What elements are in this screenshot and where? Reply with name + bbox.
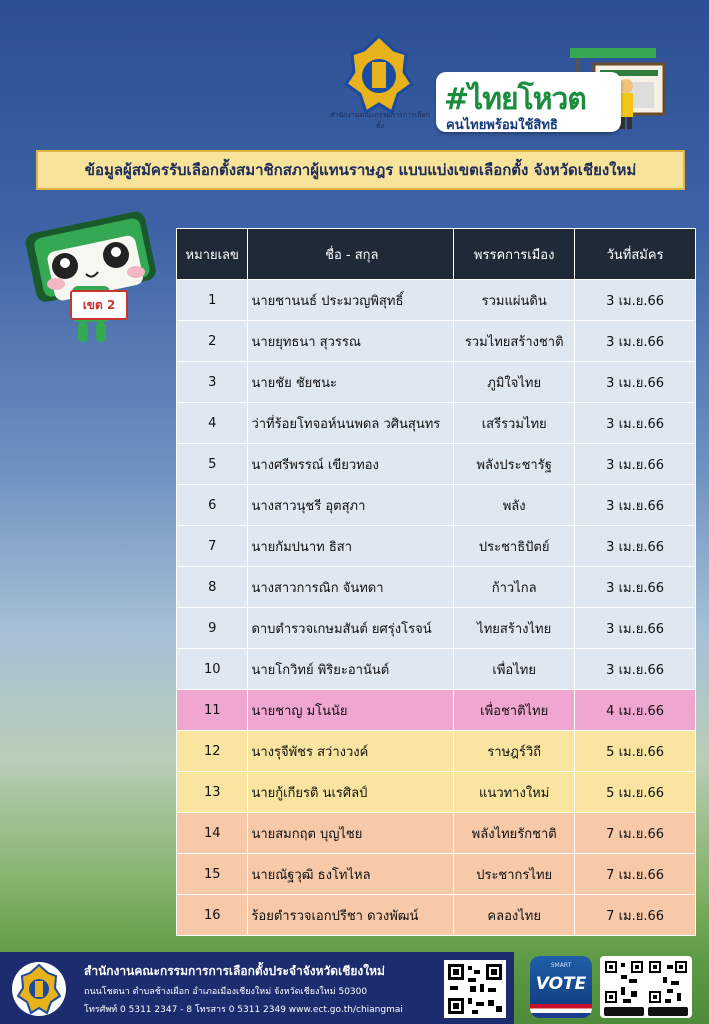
candidate-name: ดาบตำรวจเกษมสันต์ ยศรุ่งโรจน์ (248, 608, 454, 649)
title-bar (36, 150, 685, 190)
table-row (177, 280, 696, 321)
candidate-number: 1 (177, 280, 248, 321)
table-row (177, 772, 696, 813)
candidate-date: 3 เม.ย.66 (575, 444, 696, 485)
table-row (177, 608, 696, 649)
candidate-date: 3 เม.ย.66 (575, 321, 696, 362)
candidate-name: ว่าที่ร้อยโทจอห์นนพดล วศินสุนทร (248, 403, 454, 444)
footer (0, 952, 514, 1024)
candidate-date: 3 เม.ย.66 (575, 608, 696, 649)
candidate-number: 7 (177, 526, 248, 567)
candidate-party: ราษฎร์วิถี (454, 731, 575, 772)
candidate-date: 7 เม.ย.66 (575, 813, 696, 854)
table-row (177, 649, 696, 690)
footer-contact: โทรศัพท์ 0 5311 2347 - 8 โทรสาร 0 5311 2349 www.ect.go.th/chiangmai (84, 1005, 403, 1015)
candidate-date: 3 เม.ย.66 (575, 567, 696, 608)
candidate-name: นายสมกฤต บุญไชย (248, 813, 454, 854)
google-play-badge-icon (648, 1007, 688, 1016)
google-play-qr-icon (647, 959, 689, 1005)
ect-emblem-icon (334, 32, 424, 122)
smart-vote-label: SMART (550, 962, 572, 969)
ballot-box-mascot-icon (20, 208, 165, 348)
table-row (177, 485, 696, 526)
candidate-date: 5 เม.ย.66 (575, 731, 696, 772)
table-row (177, 362, 696, 403)
footer-address: ถนนโชตนา ตำบลช้างเผือก อำเภอเมืองเชียงใหม่ จังหวัดเชียงใหม่ 50300 (84, 987, 368, 997)
candidate-date: 3 เม.ย.66 (575, 485, 696, 526)
candidate-date: 7 เม.ย.66 (575, 895, 696, 936)
app-store-qr-icon (603, 959, 645, 1005)
candidate-number: 13 (177, 772, 248, 813)
candidate-name: นางสาวนุชรี อุตสุภา (248, 485, 454, 526)
candidate-name: ร้อยตำรวจเอกปรีชา ดวงพัฒน์ (248, 895, 454, 936)
header-number: หมายเลข (177, 229, 248, 280)
candidate-number: 15 (177, 854, 248, 895)
emblem-caption: สำนักงานคณะกรรมการการเลือกตั้ง (330, 111, 430, 130)
thai-flag-stripe (530, 1004, 592, 1018)
candidate-date: 7 เม.ย.66 (575, 854, 696, 895)
header-name: ชื่อ - สกุล (248, 229, 454, 280)
candidate-date: 3 เม.ย.66 (575, 649, 696, 690)
candidate-name: นางรุจีพัชร สว่างวงค์ (248, 731, 454, 772)
candidate-party: เพื่อชาติไทย (454, 690, 575, 731)
page-title: ข้อมูลผู้สมัครรับเลือกตั้งสมาชิกสภาผู้แทนราษฎร แบบแบ่งเขตเลือกตั้ง จังหวัดเชียงใหม่ (84, 161, 637, 179)
thai-vote-box (436, 72, 621, 132)
candidate-party: คลองไทย (454, 895, 575, 936)
ect-footer-emblem-icon (10, 960, 68, 1018)
candidate-name: นายชัย ชัยชนะ (248, 362, 454, 403)
candidate-party: รวมไทยสร้างชาติ (454, 321, 575, 362)
candidate-name: นางศรีพรรณ์ เขียวทอง (248, 444, 454, 485)
website-qr-code-icon (444, 960, 506, 1018)
candidate-date: 4 เม.ย.66 (575, 690, 696, 731)
candidate-date: 3 เม.ย.66 (575, 280, 696, 321)
candidate-name: นายชานนธ์ ประมวญพิสุทธิ์ (248, 280, 454, 321)
app-store-qr-panel (600, 956, 692, 1018)
candidate-number: 11 (177, 690, 248, 731)
table-row (177, 895, 696, 936)
vote-tagline: คนไทยพร้อมใช้สิทธิ (446, 118, 558, 133)
candidate-party: เพื่อไทย (454, 649, 575, 690)
candidate-party: ประชากรไทย (454, 854, 575, 895)
candidate-number: 9 (177, 608, 248, 649)
table-row (177, 526, 696, 567)
candidate-number: 4 (177, 403, 248, 444)
table-row (177, 690, 696, 731)
candidate-name: นายยุทธนา สุวรรณ (248, 321, 454, 362)
candidate-party: เสรีรวมไทย (454, 403, 575, 444)
candidate-date: 3 เม.ย.66 (575, 362, 696, 403)
candidate-name: นายกัมปนาท ธิสา (248, 526, 454, 567)
thai-vote-badge (436, 42, 676, 132)
candidate-date: 3 เม.ย.66 (575, 403, 696, 444)
app-store-badge-icon (604, 1007, 644, 1016)
header-party: พรรคการเมือง (454, 229, 575, 280)
candidate-number: 10 (177, 649, 248, 690)
table-row (177, 731, 696, 772)
candidate-date: 3 เม.ย.66 (575, 526, 696, 567)
candidate-name: นายกู้เกียรติ นเรศิลป์ (248, 772, 454, 813)
table-row (177, 321, 696, 362)
table-row (177, 567, 696, 608)
candidate-number: 8 (177, 567, 248, 608)
candidate-name: นายณัฐวุฒิ ธงโทไหล (248, 854, 454, 895)
candidate-number: 16 (177, 895, 248, 936)
candidate-party: แนวทางใหม่ (454, 772, 575, 813)
candidate-number: 5 (177, 444, 248, 485)
candidate-party: พลังประชารัฐ (454, 444, 575, 485)
smart-vote-app-icon (530, 956, 592, 1018)
candidates-table (176, 228, 696, 936)
table-row (177, 403, 696, 444)
candidate-party: ภูมิใจไทย (454, 362, 575, 403)
candidate-party: ก้าวไกล (454, 567, 575, 608)
table-header-row (177, 229, 696, 280)
candidate-party: รวมแผ่นดิน (454, 280, 575, 321)
table-row (177, 813, 696, 854)
candidate-party: ประชาธิปัตย์ (454, 526, 575, 567)
candidate-number: 6 (177, 485, 248, 526)
vote-hashtag: #ไทยโหวต (444, 82, 586, 117)
candidate-number: 3 (177, 362, 248, 403)
candidate-name: นายชาญ มโนนัย (248, 690, 454, 731)
district-label: เขต 2 (70, 290, 128, 320)
candidate-date: 5 เม.ย.66 (575, 772, 696, 813)
candidate-party: ไทยสร้างไทย (454, 608, 575, 649)
header-date: วันที่สมัคร (575, 229, 696, 280)
table-row (177, 444, 696, 485)
candidate-number: 14 (177, 813, 248, 854)
candidate-name: นายโกวิทย์ พิริยะอานันต์ (248, 649, 454, 690)
candidate-party: พลัง (454, 485, 575, 526)
smart-vote-text: VOTE (535, 974, 587, 994)
candidate-number: 12 (177, 731, 248, 772)
footer-office-name: สำนักงานคณะกรรมการการเลือกตั้งประจำจังหวัดเชียงใหม่ (84, 964, 385, 978)
candidate-party: พลังไทยรักชาติ (454, 813, 575, 854)
table-row (177, 854, 696, 895)
candidate-number: 2 (177, 321, 248, 362)
candidate-name: นางสาวการณิก จันทดา (248, 567, 454, 608)
